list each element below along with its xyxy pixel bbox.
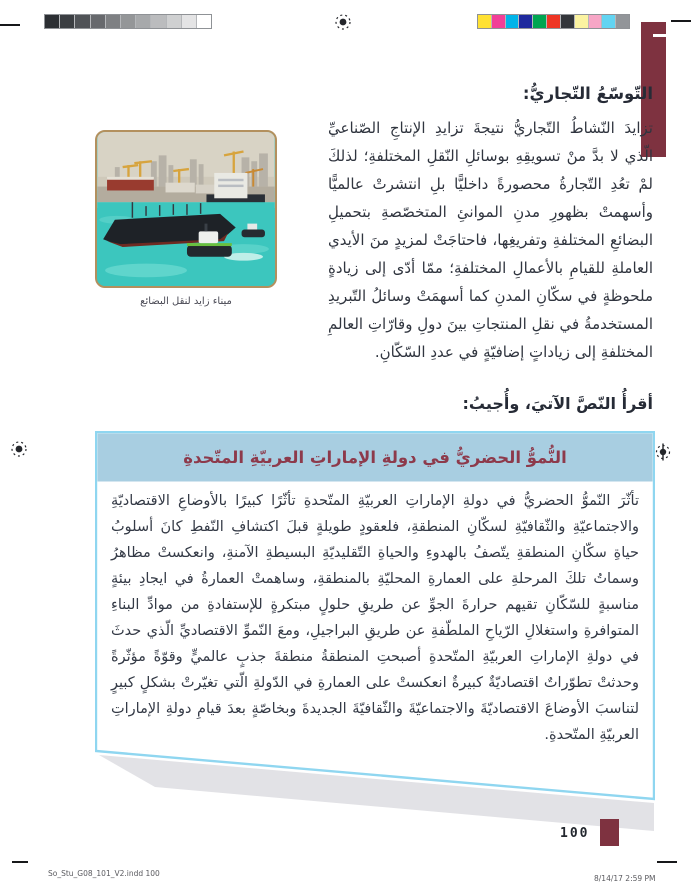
color-swatch bbox=[60, 15, 75, 28]
reading-box bbox=[95, 431, 655, 835]
color-swatch bbox=[478, 15, 492, 28]
grayscale-calibration-bar bbox=[44, 14, 212, 29]
trim-mark-bottom-left bbox=[12, 861, 28, 863]
maroon-page-marker bbox=[600, 819, 619, 846]
color-swatch bbox=[547, 15, 561, 28]
color-swatch bbox=[589, 15, 603, 28]
print-file-label: So_Stu_G08_101_V2.indd 100 bbox=[48, 869, 160, 878]
color-swatch bbox=[616, 15, 629, 28]
print-timestamp: 8/14/17 2:59 PM bbox=[594, 874, 656, 883]
tab-notch bbox=[653, 34, 678, 37]
color-swatch bbox=[45, 15, 60, 28]
photo-caption: ميناء زايد لنقل البضائع bbox=[140, 296, 232, 307]
color-swatch bbox=[533, 15, 547, 28]
reading-box-title: النُّموُّ الحضريُّ في دولةِ الإماراتِ العربيّةِ المتّحدةِ bbox=[183, 448, 567, 467]
section-title: التّوسّعُ التّجاريُّ: bbox=[522, 84, 653, 103]
color-swatch bbox=[575, 15, 589, 28]
color-swatch bbox=[121, 15, 136, 28]
color-swatch bbox=[182, 15, 197, 28]
color-swatch bbox=[561, 15, 575, 28]
color-swatch bbox=[151, 15, 166, 28]
registration-mark-icon bbox=[334, 13, 352, 31]
read-text-heading: أقرأُ النّصَّ الآتيَ، وأُجيبُ: bbox=[462, 394, 653, 413]
color-swatch bbox=[136, 15, 151, 28]
color-swatch bbox=[75, 15, 90, 28]
color-swatch bbox=[492, 15, 506, 28]
color-swatch bbox=[106, 15, 121, 28]
color-calibration-bar bbox=[477, 14, 630, 29]
reading-box-text: تأثّرَ النّموُّ الحضريُّ في دولةِ الإماراتِ العربيّةِ المتّحدةِ تأثّرًا كبيرًا بالأوضاعِ الاقتصاديّةِ والاجتماعيّةِ والثّقافيّةِ لسكّانِ المنطقةِ، فلعقودٍ طويلةٍ قبلَ اكتشافِ النّفطِ كانَ أسلوبُ حياةِ سكّانِ المنطقةِ يتّصفُ بالهدوءِ والحياةِ التّقليديّةِ البسيطةِ الآمنةِ، وانعكستْ مظاهرُ وسماتُ تلكَ المرحلةِ على العمارةِ المحليّةِ بالمنطقةِ، وساهمتْ العمارةُ في ايجادِ بيئةٍ مناسبةٍ للسّكّانِ تقيهم حرارةَ الجوِّ عن طريقِ حلولٍ مبتكرةٍ للإستفادةِ من موادِّ البناءِ المتوافرةِ واستغلالِ الرّياحِ الملطّفةِ عن طريقِ البراجيلِ، ومعَ النّموِّ الاقتصاديِّ الّذي حدثَ في دولةِ الإماراتِ العربيّةِ المتّحدةِ أصبحتِ المنطقةُ منطقةَ جذبٍ عالميٍّ وقوّةً مؤثّرةً وحدثتْ تطوّراتٌ اقتصاديّةٌ كبيرةٌ انعكستْ على العمارةِ في الدّولةِ الّتي تغيّرتْ بشكلٍ كبيرٍ لتناسبَ الأوضاعَ الاقتصاديّةَ والاجتماعيّةَ والثّقافيّةَ الجديدةَ وبخاصّةٍ بعدَ قيامِ دولةِ الإماراتِ العربيّةِ المتّحدةِ. bbox=[111, 493, 639, 743]
trim-mark-top-right bbox=[671, 20, 691, 22]
color-swatch bbox=[506, 15, 520, 28]
trim-mark-bottom-right bbox=[657, 861, 677, 863]
color-swatch bbox=[602, 15, 616, 28]
color-swatch bbox=[91, 15, 106, 28]
page-number: 100 bbox=[560, 826, 590, 841]
registration-mark-icon bbox=[10, 440, 28, 458]
registration-mark-icon bbox=[654, 443, 672, 461]
port-scene-illustration bbox=[97, 132, 275, 286]
color-swatch bbox=[167, 15, 182, 28]
intro-paragraph-text: تزايدَ النّشاطُ التّجاريُّ نتيجةَ تزايدِ الإنتاجِ الصّناعيِّ الّذي لا بدَّ منْ تسويقِهِ بوسائلِ النّقلِ المختلفةِ؛ لذلكَ لمْ تعُدِ التّجارةُ محصورةً داخليًّا بلِ انتشرتْ عالميًّا وأسهمتْ بظهورِ مدنِ الموانئِ المتخصّصةِ بتحميلِ البضائعِ المختلفةِ وتفريغِها، فاحتاجَتْ لمزيدٍ منَ الأيدي العاملةِ للقيامِ بالأعمالِ المختلفةِ؛ ممّا أدّى إلى زيادةٍ ملحوظةٍ في سكّانِ المدنِ كما أسهمَتْ وسائلُ التّبريدِ المستخدمةُ في نقلِ المنتجاتِ بينَ دولِ وقارّاتِ العالمِ المختلفةِ إلى زياداتٍ إضافيّةٍ في عددِ السّكّانِ. bbox=[328, 119, 653, 361]
port-photo bbox=[95, 130, 277, 288]
color-swatch bbox=[197, 15, 211, 28]
trim-mark-top-left bbox=[0, 24, 20, 26]
color-swatch bbox=[519, 15, 533, 28]
